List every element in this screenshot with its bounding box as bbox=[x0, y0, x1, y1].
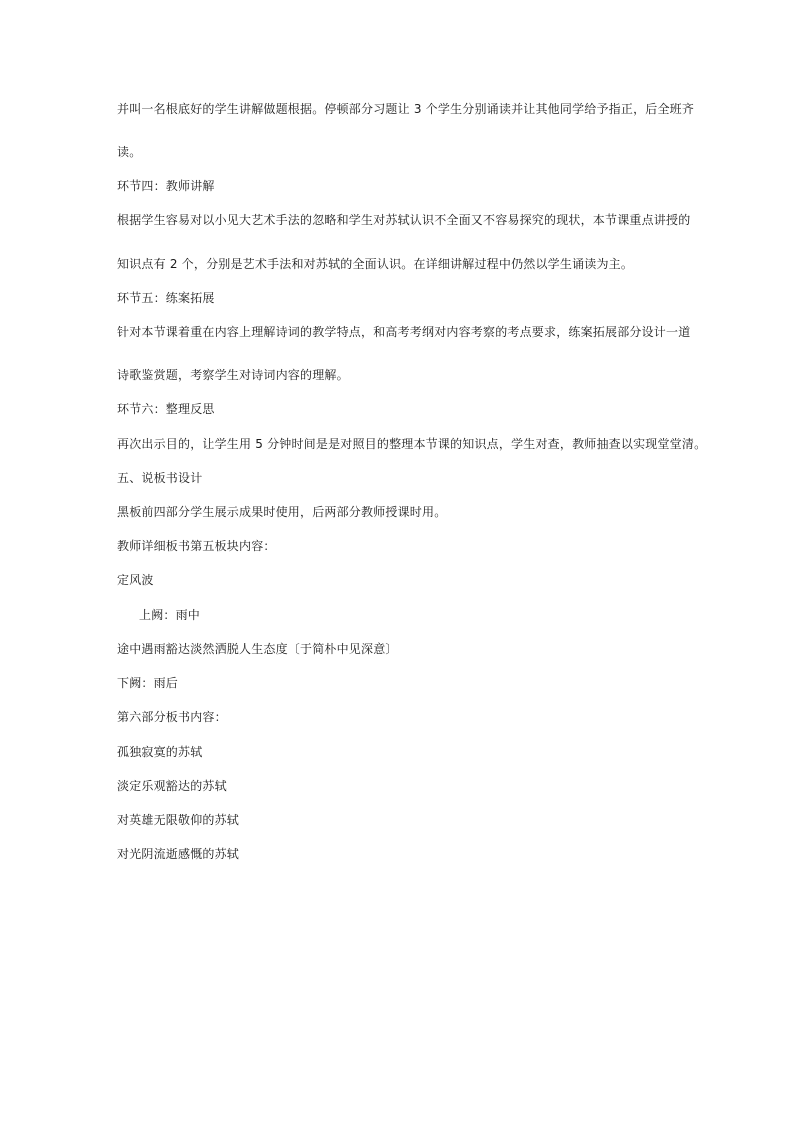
board-item: 上阙：雨中 bbox=[139, 608, 201, 622]
board-item: 途中遇雨豁达淡然洒脱人生态度〔于简朴中见深意〕 bbox=[117, 642, 398, 656]
paragraph-line: 读。 bbox=[117, 145, 142, 159]
paragraph-line: 再次出示目的，让学生用 5 分钟时间是是对照目的整理本节课的知识点，学生对查，教师抽查以实现堂堂清。 bbox=[117, 437, 707, 451]
board-item: 淡定乐观豁达的苏轼 bbox=[117, 779, 227, 793]
poem-title: 定风波 bbox=[117, 573, 154, 587]
paragraph-line: 黑板前四部分学生展示成果时使用，后两部分教师授课时用。 bbox=[117, 505, 447, 519]
section-heading: 环节四：教师讲解 bbox=[117, 179, 215, 193]
paragraph-line: 知识点有 2 个，分别是艺术手法和对苏轼的全面认识。在详细讲解过程中仍然以学生诵读为主。 bbox=[117, 257, 634, 271]
paragraph-line: 第六部分板书内容： bbox=[117, 710, 227, 724]
section-heading: 环节六：整理反思 bbox=[117, 402, 215, 416]
section-heading: 环节五：练案拓展 bbox=[117, 291, 215, 305]
board-item: 对英雄无限敬仰的苏轼 bbox=[117, 813, 240, 827]
paragraph-line: 教师详细板书第五板块内容： bbox=[117, 539, 276, 553]
paragraph-line: 并叫一名根底好的学生讲解做题根据。停顿部分习题让 3 个学生分别诵读并让其他同学给予指正，后全班齐 bbox=[117, 102, 695, 116]
board-item: 对光阴流逝感慨的苏轼 bbox=[117, 847, 240, 861]
section-heading: 五、说板书设计 bbox=[117, 471, 203, 485]
paragraph-line: 根据学生容易对以小见大艺术手法的忽略和学生对苏轼认识不全面又不容易探究的现状，本节课重点讲授的 bbox=[117, 213, 691, 227]
board-item: 孤独寂寞的苏轼 bbox=[117, 745, 203, 759]
paragraph-line: 针对本节课着重在内容上理解诗词的教学特点，和高考考纲对内容考察的考点要求，练案拓展部分设计一道 bbox=[117, 325, 691, 339]
board-item: 下阙：雨后 bbox=[117, 676, 179, 690]
paragraph-line: 诗歌鉴赏题，考察学生对诗词内容的理解。 bbox=[117, 368, 349, 382]
